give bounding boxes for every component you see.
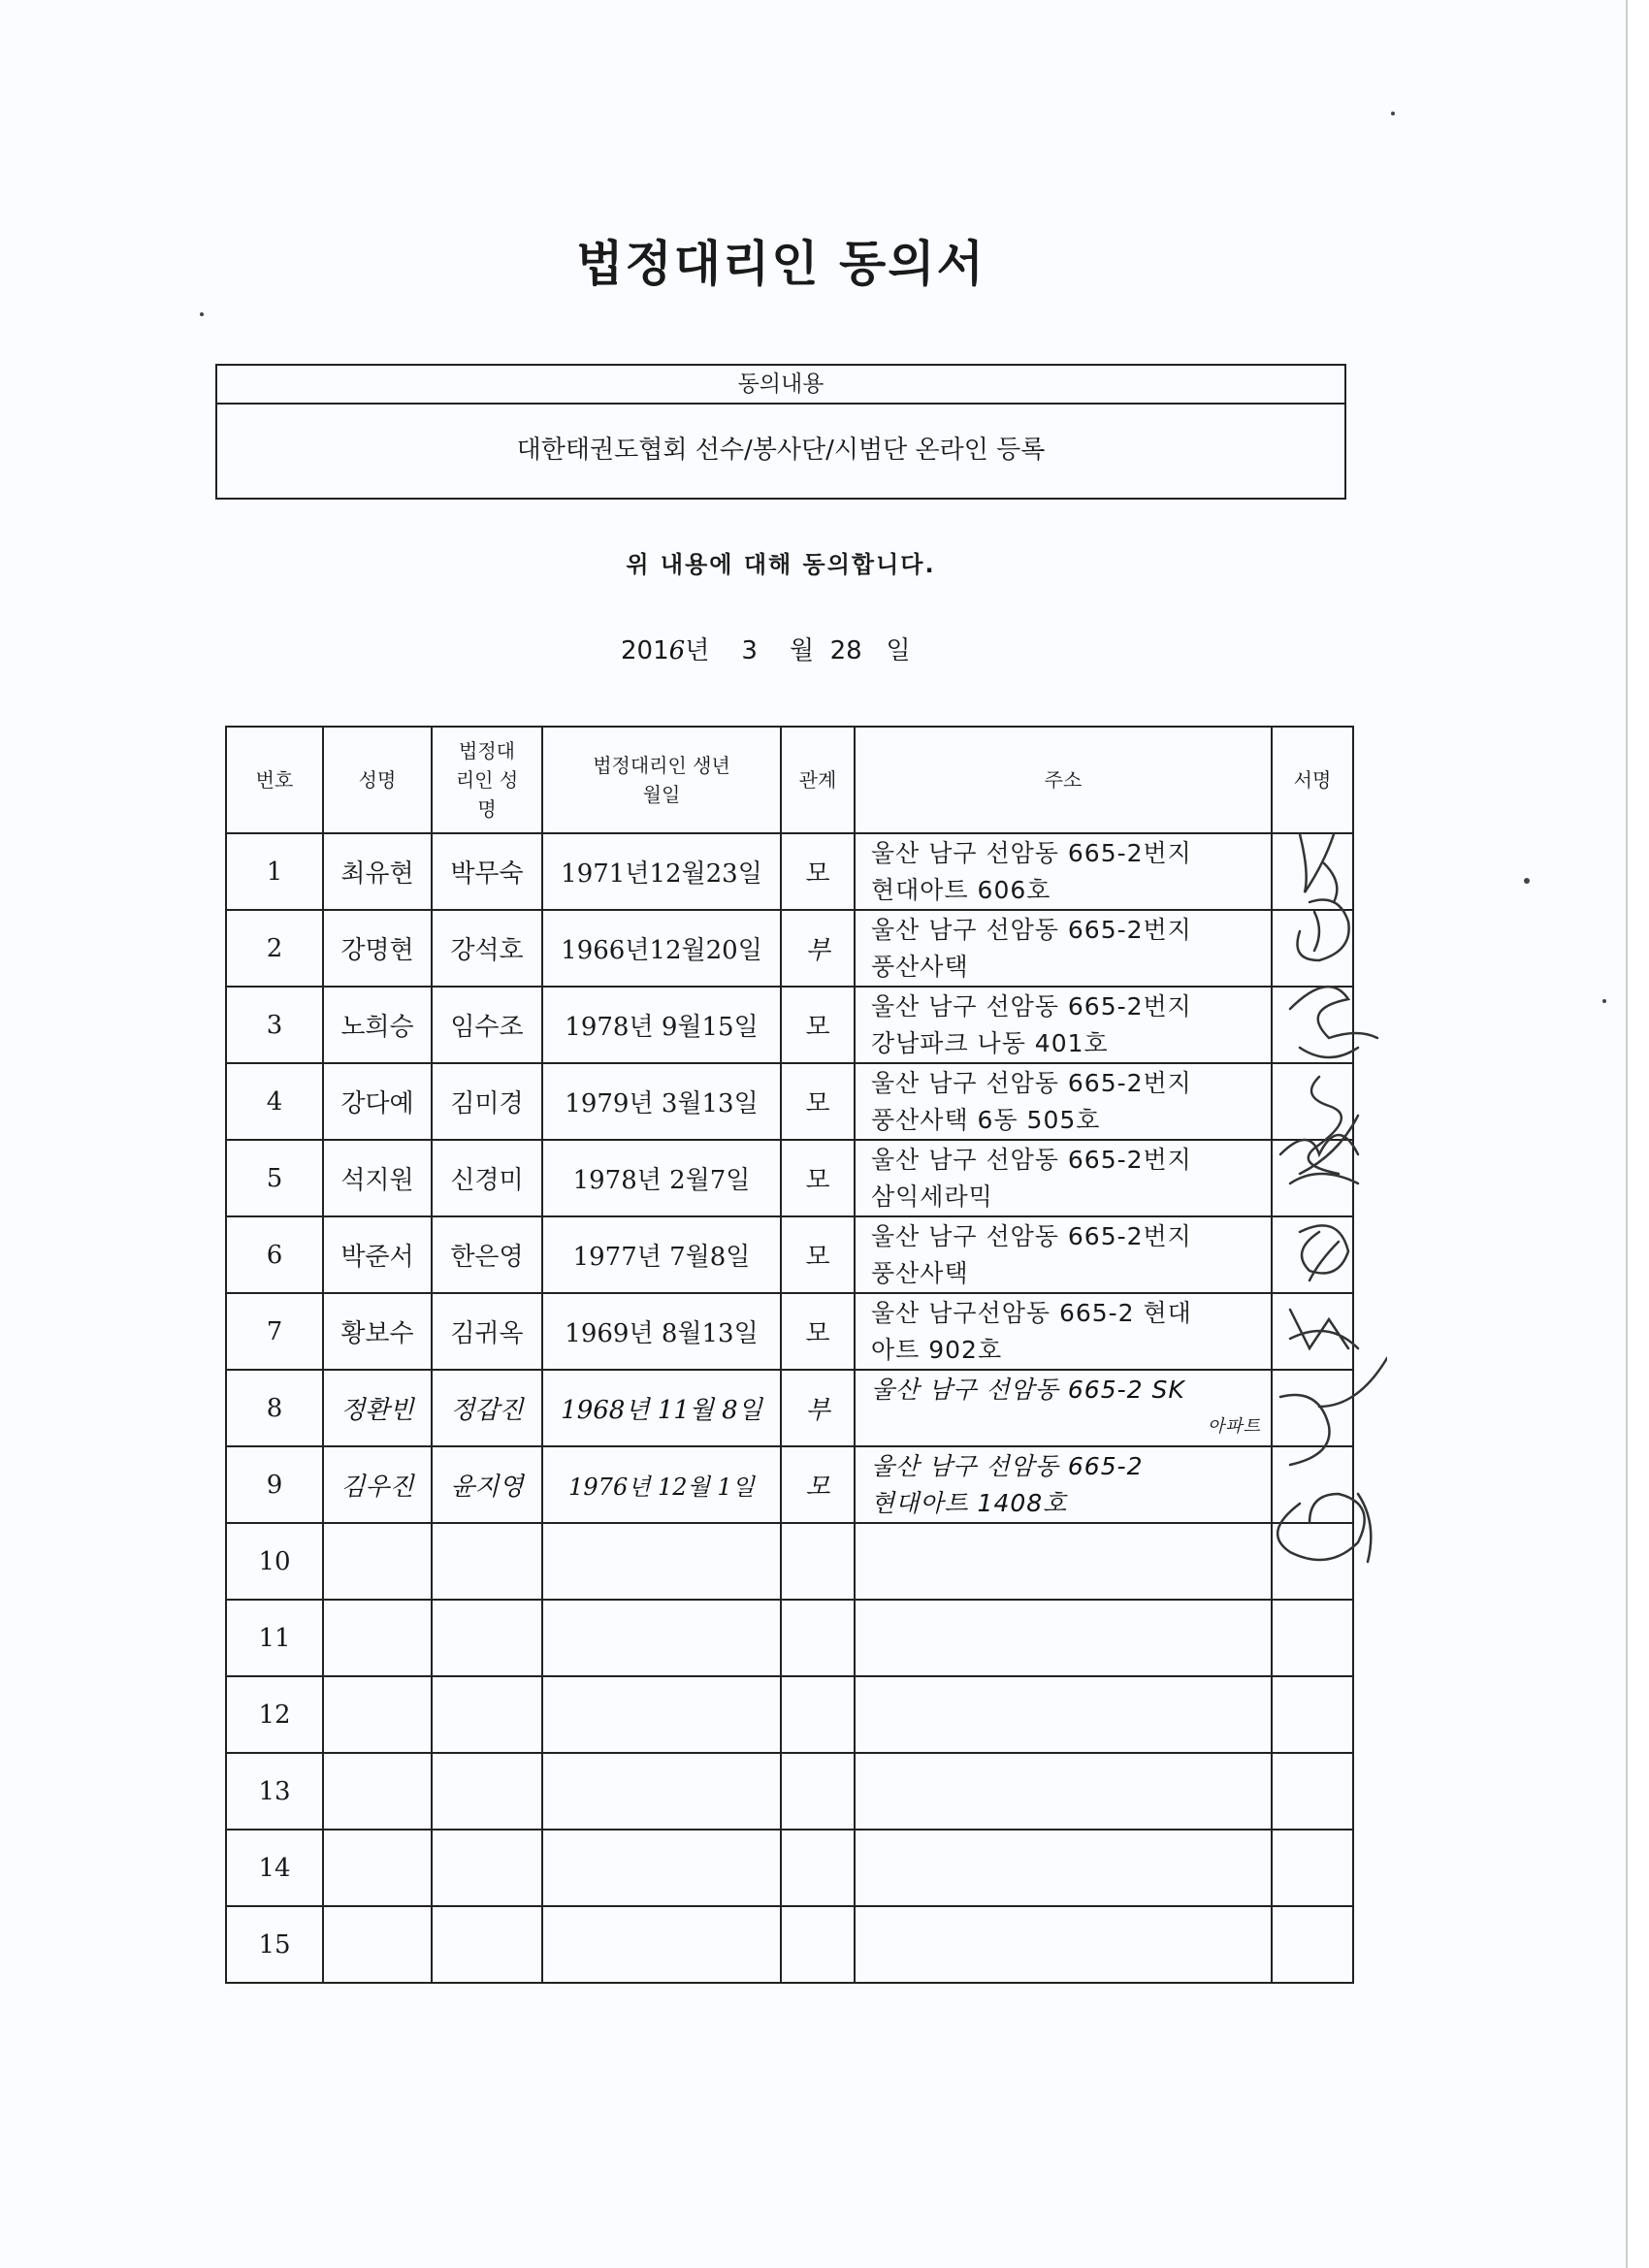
row-relation: 부	[781, 910, 855, 987]
row-relation: 모	[781, 833, 855, 910]
table-row	[226, 910, 1353, 987]
row-name: 황보수	[323, 1293, 432, 1370]
row-relation: 모	[781, 1216, 855, 1293]
row-number: 8	[226, 1370, 323, 1446]
row-birth	[542, 1753, 781, 1830]
table-row	[226, 833, 1353, 910]
table-row	[226, 1523, 1353, 1600]
row-signature	[1272, 1370, 1353, 1446]
row-number: 14	[226, 1830, 323, 1906]
row-relation	[781, 1600, 855, 1676]
header-address: 주소	[855, 727, 1272, 833]
row-birth: 1968년 11월 8일	[542, 1370, 781, 1446]
date-year-handwritten: 6	[668, 636, 686, 665]
address-line-2: 삼익세라믹	[871, 1182, 993, 1211]
row-name: 강명현	[323, 910, 432, 987]
row-address	[855, 1753, 1272, 1830]
address-line-1: 울산 남구 선암동 665-2	[871, 1451, 1144, 1480]
table-row	[226, 1293, 1353, 1370]
row-signature	[1272, 987, 1353, 1063]
table-row	[226, 1446, 1353, 1523]
address-line-2: 현대아트 1408호	[871, 1488, 1068, 1517]
scan-speck	[1391, 112, 1395, 115]
address-line-1: 울산 남구 선암동 665-2번지	[871, 1145, 1192, 1174]
row-signature	[1272, 833, 1353, 910]
scan-speck	[1602, 999, 1606, 1003]
row-name: 정환빈	[323, 1370, 432, 1446]
header-number: 번호	[226, 727, 323, 833]
table-row	[226, 1753, 1353, 1830]
row-number: 11	[226, 1600, 323, 1676]
row-guardian: 임수조	[432, 987, 542, 1063]
date-day: 28	[829, 636, 862, 665]
row-signature	[1272, 1140, 1353, 1216]
row-birth: 1971년12월23일	[542, 833, 781, 910]
consent-header: 동의내용	[217, 366, 1344, 405]
row-relation	[781, 1523, 855, 1600]
header-relation: 관계	[781, 727, 855, 833]
row-name: 강다예	[323, 1063, 432, 1140]
row-guardian	[432, 1906, 542, 1983]
row-number: 5	[226, 1140, 323, 1216]
row-address	[855, 1293, 1272, 1370]
row-guardian: 정갑진	[432, 1370, 542, 1446]
row-relation: 모	[781, 987, 855, 1063]
row-address	[855, 1600, 1272, 1676]
row-birth	[542, 1600, 781, 1676]
row-relation: 모	[781, 1063, 855, 1140]
row-birth: 1979년 3월13일	[542, 1063, 781, 1140]
row-birth: 1977년 7월8일	[542, 1216, 781, 1293]
address-line-2: 풍산사택 6동 505호	[871, 1105, 1101, 1134]
address-line-2: 강남파크 나동 401호	[871, 1028, 1109, 1057]
table-row	[226, 1600, 1353, 1676]
table-row	[226, 1216, 1353, 1293]
address-line-2: 아파트	[1207, 1415, 1261, 1437]
row-signature	[1272, 1293, 1353, 1370]
row-birth: 1978년 2월7일	[542, 1140, 781, 1216]
date-day-unit: 일	[886, 636, 911, 665]
row-birth: 1969년 8월13일	[542, 1293, 781, 1370]
row-name: 석지원	[323, 1140, 432, 1216]
row-guardian: 박무숙	[432, 833, 542, 910]
address-line-1: 울산 남구 선암동 665-2번지	[871, 1068, 1192, 1097]
page-edge	[1626, 0, 1649, 2268]
row-address	[855, 1676, 1272, 1753]
row-number: 3	[226, 987, 323, 1063]
row-signature	[1272, 1753, 1353, 1830]
row-signature	[1272, 1216, 1353, 1293]
row-address	[855, 1140, 1272, 1216]
table-row	[226, 1906, 1353, 1983]
address-line-1: 울산 남구 선암동 665-2번지	[871, 1221, 1192, 1250]
row-birth: 1976년 12월 1일	[542, 1446, 781, 1523]
header-guardian-birth: 법정대리인 생년월일	[542, 727, 781, 833]
row-relation	[781, 1676, 855, 1753]
address-line-2: 풍산사택	[871, 1258, 969, 1287]
row-address	[855, 910, 1272, 987]
row-address	[855, 1063, 1272, 1140]
header-name: 성명	[323, 727, 432, 833]
row-signature	[1272, 1830, 1353, 1906]
row-number: 2	[226, 910, 323, 987]
document-title: 법정대리인 동의서	[576, 236, 986, 292]
row-signature	[1272, 910, 1353, 987]
address-line-1: 울산 남구선암동 665-2 현대	[871, 1298, 1192, 1327]
row-relation: 모	[781, 1293, 855, 1370]
row-relation: 모	[781, 1446, 855, 1523]
table-row	[226, 987, 1353, 1063]
row-birth: 1978년 9월15일	[542, 987, 781, 1063]
row-relation	[781, 1830, 855, 1906]
row-address	[855, 987, 1272, 1063]
row-relation	[781, 1906, 855, 1983]
row-number: 15	[226, 1906, 323, 1983]
row-number: 13	[226, 1753, 323, 1830]
table-row	[226, 1370, 1353, 1446]
row-guardian	[432, 1523, 542, 1600]
row-guardian	[432, 1830, 542, 1906]
row-signature	[1272, 1523, 1353, 1600]
row-signature	[1272, 1063, 1353, 1140]
address-line-1: 울산 남구 선암동 665-2 SK	[871, 1375, 1185, 1404]
address-line-2: 아트 902호	[871, 1335, 1003, 1364]
row-address	[855, 1370, 1272, 1446]
row-birth	[542, 1906, 781, 1983]
row-birth	[542, 1523, 781, 1600]
row-address	[855, 1906, 1272, 1983]
address-line-1: 울산 남구 선암동 665-2번지	[871, 991, 1192, 1021]
consent-content: 대한태권도협회 선수/봉사단/시범단 온라인 등록	[516, 436, 1046, 465]
table-row	[226, 1063, 1353, 1140]
date-year-printed: 201	[621, 636, 669, 665]
row-number: 4	[226, 1063, 323, 1140]
row-address	[855, 1446, 1272, 1523]
row-signature	[1272, 1600, 1353, 1676]
row-number: 1	[226, 833, 323, 910]
row-guardian: 신경미	[432, 1140, 542, 1216]
scan-speck	[200, 312, 204, 316]
row-address	[855, 833, 1272, 910]
address-line-1: 울산 남구 선암동 665-2번지	[871, 915, 1192, 944]
row-relation: 부	[781, 1370, 855, 1446]
row-name	[323, 1753, 432, 1830]
row-address	[855, 1216, 1272, 1293]
row-name	[323, 1523, 432, 1600]
row-number: 10	[226, 1523, 323, 1600]
row-number: 9	[226, 1446, 323, 1523]
scan-speck	[1524, 878, 1530, 884]
row-signature	[1272, 1446, 1353, 1523]
row-address	[855, 1830, 1272, 1906]
row-birth	[542, 1676, 781, 1753]
guardian-table	[225, 726, 1354, 1984]
row-birth	[542, 1830, 781, 1906]
row-name	[323, 1676, 432, 1753]
row-name: 박준서	[323, 1216, 432, 1293]
row-name: 김우진	[323, 1446, 432, 1523]
table-row	[226, 1676, 1353, 1753]
address-line-2: 풍산사택	[871, 952, 969, 981]
table-row	[226, 1830, 1353, 1906]
header-signature: 서명	[1272, 727, 1353, 833]
date-month: 3	[741, 636, 758, 665]
address-line-1: 울산 남구 선암동 665-2번지	[871, 838, 1192, 867]
date-line	[621, 631, 911, 666]
row-address	[855, 1523, 1272, 1600]
row-number: 6	[226, 1216, 323, 1293]
row-guardian: 한은영	[432, 1216, 542, 1293]
address-line-2: 현대아트 606호	[871, 875, 1051, 904]
row-name	[323, 1600, 432, 1676]
row-number: 7	[226, 1293, 323, 1370]
table-header-row	[226, 727, 1353, 833]
row-guardian	[432, 1753, 542, 1830]
row-birth: 1966년12월20일	[542, 910, 781, 987]
row-guardian	[432, 1600, 542, 1676]
row-guardian	[432, 1676, 542, 1753]
agreement-statement: 위 내용에 대해 동의합니다.	[626, 551, 936, 578]
row-relation	[781, 1753, 855, 1830]
row-name: 노희승	[323, 987, 432, 1063]
table-row	[226, 1140, 1353, 1216]
row-name: 최유현	[323, 833, 432, 910]
row-guardian: 김귀옥	[432, 1293, 542, 1370]
header-guardian-name: 법정대리인 성명	[432, 727, 542, 833]
row-name	[323, 1830, 432, 1906]
row-relation: 모	[781, 1140, 855, 1216]
date-month-unit: 월	[789, 636, 815, 665]
row-name	[323, 1906, 432, 1983]
row-signature	[1272, 1676, 1353, 1753]
row-guardian: 강석호	[432, 910, 542, 987]
consent-box	[215, 364, 1346, 500]
row-signature	[1272, 1906, 1353, 1983]
row-number: 12	[226, 1676, 323, 1753]
row-guardian: 윤지영	[432, 1446, 542, 1523]
row-guardian: 김미경	[432, 1063, 542, 1140]
date-year-unit: 년	[685, 636, 710, 665]
